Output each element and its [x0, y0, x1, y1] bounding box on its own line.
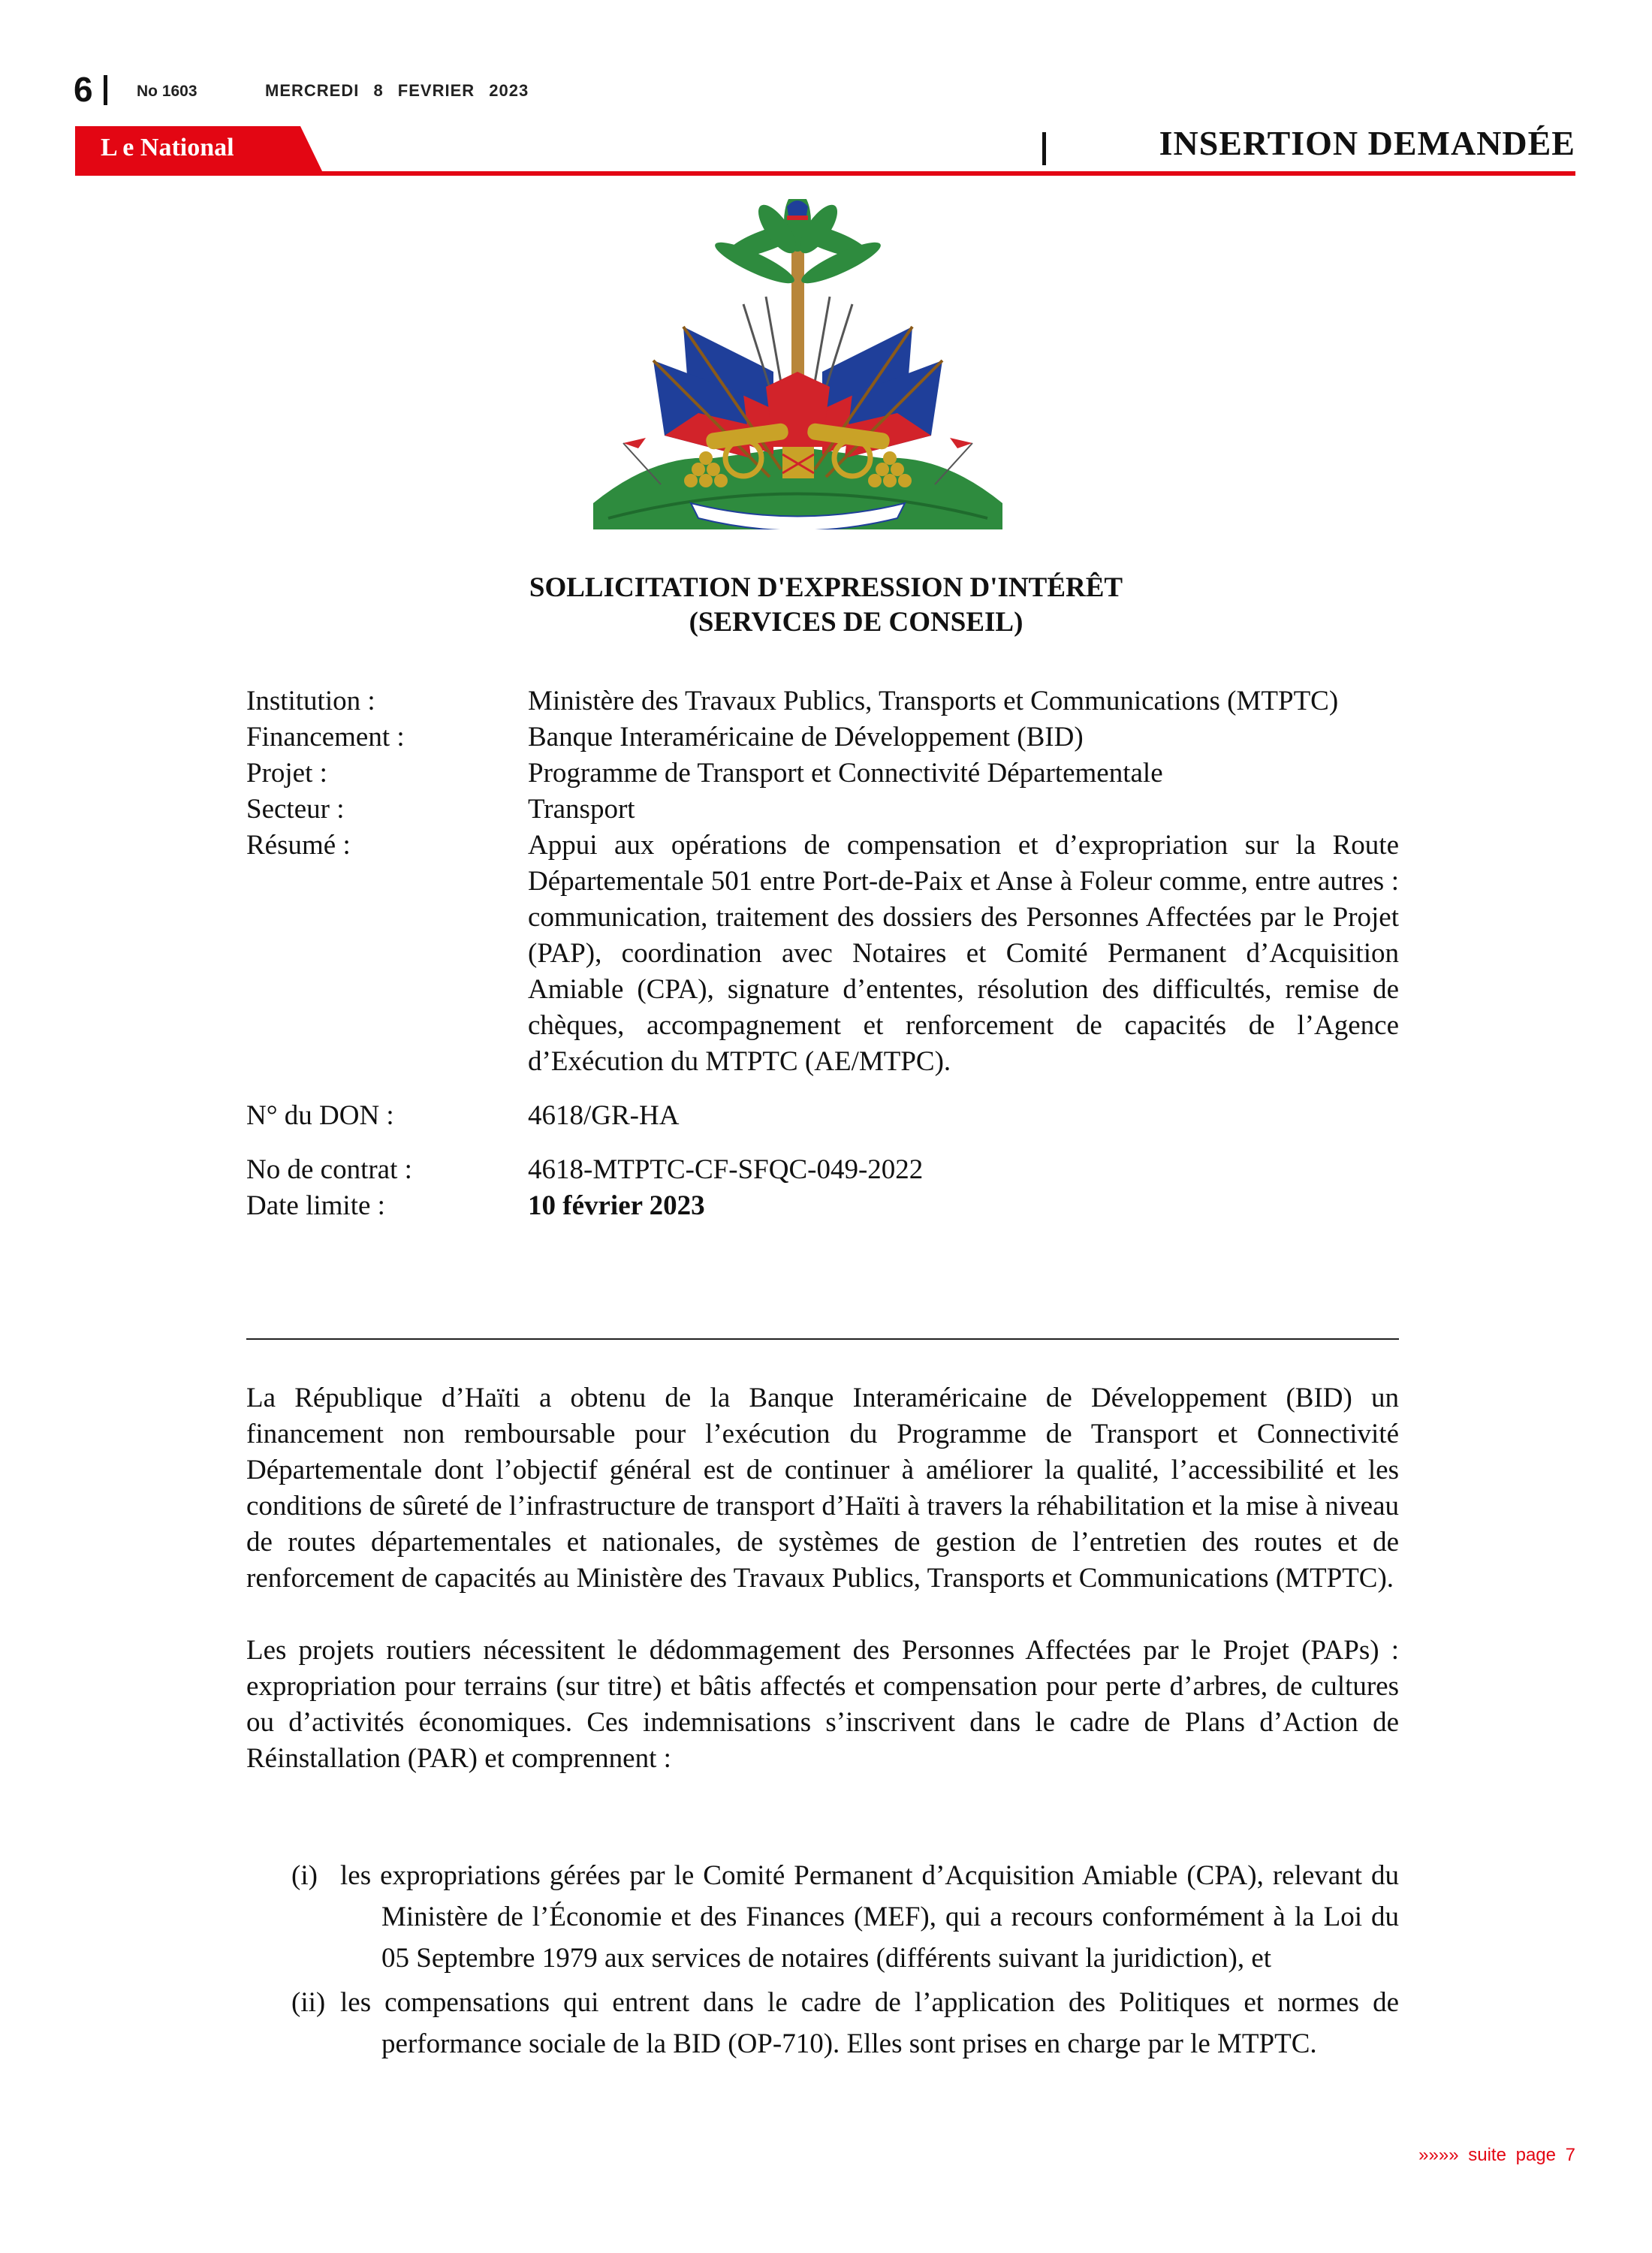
list-item-text: les compensations qui entrent dans le cadre de l’application des Politiques et normes de performance sociale de la BID (OP-710). Elles sont prises en charge par le MTPTC.	[340, 1987, 1399, 2059]
field-value: Ministère des Travaux Publics, Transports et Communications (MTPTC)	[528, 686, 1339, 716]
indemnisation-list	[291, 1855, 1399, 2068]
haiti-coat-of-arms-icon	[593, 199, 1002, 529]
section-title: INSERTION DEMANDÉE	[1159, 124, 1575, 162]
document-fields	[246, 683, 1399, 1224]
field-secteur	[246, 792, 1399, 828]
list-marker: (i)	[291, 1860, 318, 1891]
field-label: N° du DON :	[246, 1100, 394, 1131]
paragraph: La République d’Haïti a obtenu de la Banque Interaméricaine de Développement (BID) un financement non remboursable pour l’exécution du Programme de Transport et Connectivité Départementale dont l’objectif général est de continuer à améliorer la qualité, l’accessibilité et les conditions de sûreté de l’infrastructure de transport d’Haïti à travers la réhabilitation et la mise à niveau de routes départementales et nationales, de systèmes de gestion de l’entretien des routes et de renforcement de capacités au Ministère des Travaux Publics, Transports et Communications (MTPTC).	[246, 1383, 1399, 1594]
section-divider	[1042, 132, 1046, 165]
field-label: Date limite :	[246, 1190, 385, 1221]
field-label: Financement :	[246, 722, 405, 753]
field-resume	[246, 828, 1399, 1080]
issue-number: No 1603	[137, 83, 197, 100]
field-value: 4618-MTPTC-CF-SFQC-049-2022	[528, 1154, 924, 1185]
field-institution	[246, 683, 1399, 719]
document-title	[225, 571, 1427, 640]
continuation-link[interactable]: »»»» suite page 7	[1418, 2145, 1575, 2165]
page-header	[74, 72, 1575, 110]
field-label: Secteur :	[246, 794, 345, 825]
field-projet	[246, 756, 1399, 792]
field-value: Banque Interaméricaine de Développement (BID)	[528, 722, 1084, 753]
page-number: 6	[74, 70, 93, 109]
field-don	[246, 1098, 1399, 1134]
field-value: 10 février 2023	[528, 1190, 705, 1221]
field-label: Projet :	[246, 758, 327, 789]
field-contrat	[246, 1152, 1399, 1188]
newspaper-brand[interactable]	[75, 126, 323, 173]
header-rule	[75, 171, 1575, 176]
field-label: No de contrat :	[246, 1154, 412, 1185]
brand-name: L e National	[101, 134, 234, 161]
title-line-1: SOLLICITATION D'EXPRESSION D'INTÉRÊT	[529, 572, 1123, 603]
paragraph: Les projets routiers nécessitent le dédommagement des Personnes Affectées par le Projet (PAPs) : expropriation pour terrains (sur titre) et bâtis affectés et compensation pour perte d’arbres, de cultures ou d’activités économiques. Ces indemnisations s’inscrivent dans le cadre de Plans d’Action de Réinstallation (PAR) et comprennent :	[246, 1635, 1399, 1774]
title-line-2: (SERVICES DE CONSEIL)	[689, 607, 1023, 638]
header-divider	[104, 75, 107, 105]
list-item	[291, 1855, 1399, 1979]
document-body	[246, 1380, 1399, 1813]
field-value: Programme de Transport et Connectivité Départementale	[528, 758, 1163, 789]
section-separator	[246, 1338, 1399, 1340]
field-financement	[246, 719, 1399, 756]
field-value: Transport	[528, 794, 635, 825]
coat-of-arms	[593, 199, 1002, 529]
list-marker: (ii)	[291, 1987, 326, 2018]
list-item	[291, 1982, 1399, 2064]
list-item-text: les expropriations gérées par le Comité Permanent d’Acquisition Amiable (CPA), relevant du Ministère de l’Économie et des Finances (MEF), qui a recours conformément à la Loi du 05 Septembre 1979 aux services de notaires (différents suivant la juridiction), et	[340, 1860, 1399, 1974]
field-label: Institution :	[246, 686, 375, 716]
issue-date: MERCREDI 8 FEVRIER 2023	[265, 81, 529, 100]
field-label: Résumé :	[246, 830, 351, 861]
field-value: 4618/GR-HA	[528, 1100, 680, 1131]
field-date-limite	[246, 1188, 1399, 1224]
field-value: Appui aux opérations de compensation et d’expropriation sur la Route Départementale 501 entre Port-de-Paix et Anse à Foleur comme, entre autres : communication, traitement des dossiers des Personnes Affectées par le Projet (PAP), coordination avec Notaires et Comité Permanent d’Acquisition Amiable (CPA), signature d’ententes, résolution des difficultés, remise de chèques, accompagnement et renforcement de capacités de l’Agence d’Exécution du MTPTC (AE/MTPC).	[528, 830, 1399, 1077]
